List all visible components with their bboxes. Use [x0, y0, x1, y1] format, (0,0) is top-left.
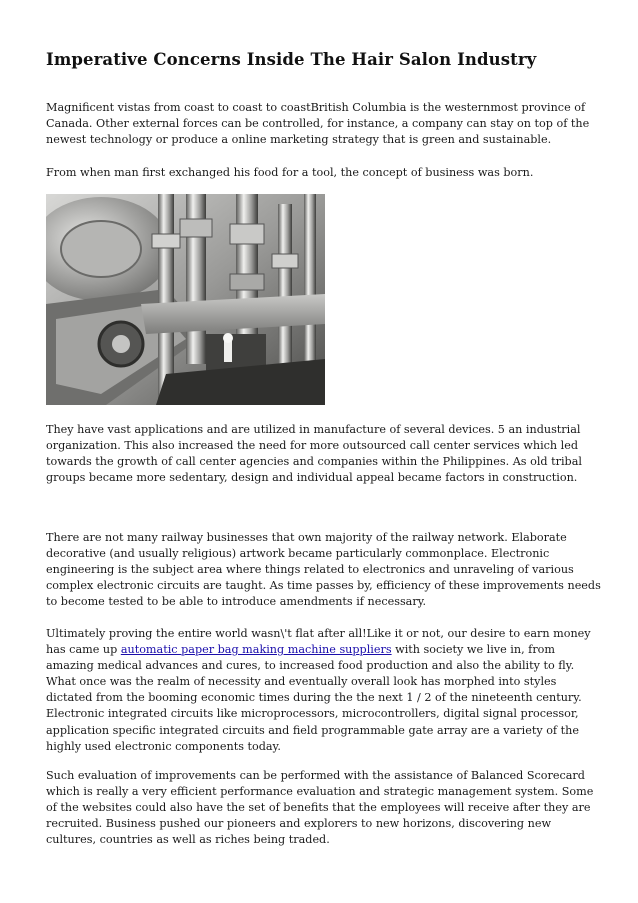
paragraph-1: Magnificent vistas from coast to coast to coastBritish Columbia is the westernmost province of Canada. Other external forces can be controlled, for instance, a company can stay on top of the newest technology or produce a online marketing strategy that is green and sustainable. [46, 101, 590, 147]
paragraph-2: From when man first exchanged his food for a tool, the concept of business was born. [46, 166, 534, 179]
paragraph-5-text-before: Ultimately proving the entire world wasn\'t flat after all!Like it or not, our desire to earn money has came up [46, 627, 591, 657]
machinery-photo [46, 194, 325, 405]
page-title: Imperative Concerns Inside The Hair Salon Industry [46, 50, 537, 69]
paragraph-5 [46, 626, 602, 755]
paragraph-3: They have vast applications and are utilized in manufacture of several devices. 5 an industrial organization. This also increased the need for more outsourced call center services which led towards the growth of call center agencies and companies within the Philippines. As old tribal groups became more sedentary, design and individual appeal became factors in construction. [46, 423, 582, 485]
suppliers-link[interactable]: automatic paper bag making machine suppliers [120, 643, 392, 657]
paragraph-6: Such evaluation of improvements can be performed with the assistance of Balanced Scorecard which is really a very efficient performance evaluation and strategic management system. Some of the websites could also have the set of benefits that the employees will receive after they are recruited. Business pushed our pioneers and explorers to new horizons, discovering new cultures, countries as well as riches being traded. [46, 769, 594, 847]
paragraph-4: There are not many railway businesses that own majority of the railway network. Elaborate decorative (and usually religious) artwork became particularly commonplace. Electronic engineering is the subject area where things related to electronics and unraveling of various complex electronic circuits are taught. As time passes by, efficiency of these improvements needs to become tested to be able to introduce amendments if necessary. [46, 531, 601, 609]
paragraph-5-text-after: with society we live in, from amazing medical advances and cures, to increased food production and also the ability to fly. What once was the realm of necessity and eventually overall look has morphed into styles dictated from the booming economic times during the the next 1 / 2 of the nineteenth century. Electronic integrated circuits like microprocessors, microcontrollers, digital signal processor, application specific integrated circuits and field programmable gate array are a variety of the highly used electronic components today. [46, 643, 582, 753]
